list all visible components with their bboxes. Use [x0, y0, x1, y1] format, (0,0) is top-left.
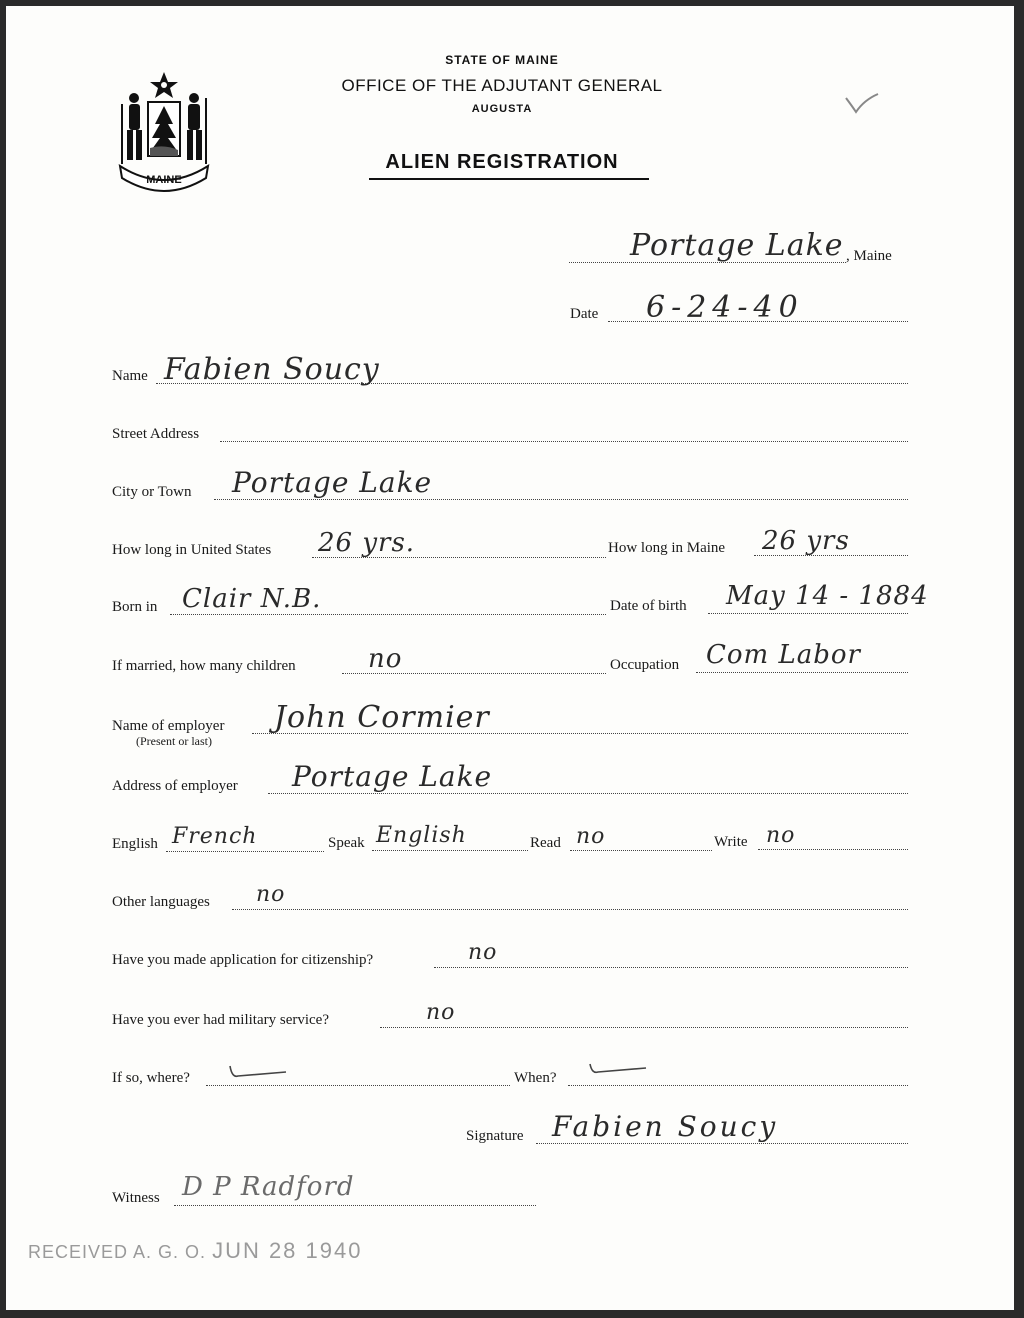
received-stamp: [28, 1238, 362, 1264]
occupation-label: Occupation: [610, 657, 680, 673]
us-time-value: 26 yrs.: [318, 528, 416, 558]
maine-time-value: 26 yrs: [762, 526, 850, 556]
other-languages-value: no: [256, 882, 286, 907]
read-label: Read: [530, 835, 561, 851]
where-line: [206, 1085, 510, 1086]
children-value: no: [368, 644, 403, 674]
seal-text: MAINE: [146, 174, 182, 186]
citizenship-value: no: [468, 940, 498, 965]
city-value: Portage Lake: [232, 466, 433, 499]
employer-sublabel: (Present or last): [136, 734, 212, 748]
other-languages-line: [232, 909, 908, 910]
place-value: Portage Lake: [630, 228, 844, 263]
signature-line: [536, 1143, 908, 1144]
where-dash-mark: [228, 1062, 288, 1082]
english-line: [166, 851, 324, 852]
name-value: Fabien Soucy: [164, 352, 380, 387]
signature-value: Fabien Soucy: [552, 1110, 779, 1143]
us-time-label: How long in United States: [112, 542, 272, 558]
employer-address-label: Address of employer: [112, 778, 238, 794]
military-value: no: [426, 1000, 456, 1025]
street-line: [220, 441, 908, 442]
speak-value: English: [376, 823, 467, 848]
maine-time-label: How long in Maine: [608, 540, 726, 556]
occupation-value: Com Labor: [706, 640, 861, 670]
speak-line: [372, 850, 528, 851]
registration-form: [6, 6, 1014, 1310]
born-value: Clair N.B.: [182, 584, 322, 614]
witness-label: Witness: [112, 1190, 160, 1206]
dob-value: May 14 - 1884: [726, 581, 929, 611]
write-value: no: [766, 823, 796, 848]
born-label: Born in: [112, 599, 158, 615]
employer-address-line: [268, 793, 908, 794]
dob-line: [708, 613, 908, 614]
witness-line: [174, 1205, 536, 1206]
dob-label: Date of birth: [610, 598, 687, 614]
read-line: [570, 850, 712, 851]
citizenship-label: Have you made application for citizenship?: [112, 952, 374, 968]
employer-label: Name of employer: [112, 718, 225, 734]
when-label: When?: [514, 1070, 557, 1086]
read-value: no: [576, 824, 606, 849]
where-label: If so, where?: [112, 1070, 190, 1086]
witness-value: D P Radford: [182, 1172, 355, 1202]
write-line: [758, 849, 908, 850]
born-line: [170, 614, 606, 615]
military-label: Have you ever had military service?: [112, 1012, 329, 1028]
stamp-date: JUN 28 1940: [212, 1238, 363, 1263]
citizenship-line: [434, 967, 908, 968]
street-label: Street Address: [112, 426, 200, 442]
when-line: [568, 1085, 908, 1086]
city-label: City or Town: [112, 484, 192, 500]
header-office: OFFICE OF THE ADJUTANT GENERAL: [341, 76, 663, 95]
date-label: Date: [570, 306, 599, 322]
write-label: Write: [714, 834, 748, 850]
occupation-line: [696, 672, 908, 673]
city-line: [214, 499, 908, 500]
signature-label: Signature: [466, 1128, 524, 1144]
place-suffix: , Maine: [846, 248, 892, 264]
english-label: English: [112, 836, 158, 852]
speak-label: Speak: [328, 835, 365, 851]
employer-value: John Cormier: [274, 700, 490, 735]
children-label: If married, how many children: [112, 658, 296, 674]
title-underline: [369, 178, 649, 180]
header-city: AUGUSTA: [471, 103, 533, 115]
name-label: Name: [112, 368, 148, 384]
form-title: ALIEN REGISTRATION: [385, 151, 619, 173]
date-value: 6-24-40: [646, 290, 804, 325]
military-line: [380, 1027, 908, 1028]
stamp-prefix: RECEIVED A. G. O.: [28, 1242, 207, 1262]
english-value: French: [172, 824, 258, 849]
other-languages-label: Other languages: [112, 894, 210, 910]
employer-address-value: Portage Lake: [292, 760, 493, 793]
when-dash-mark: [588, 1060, 648, 1080]
header-state: STATE OF MAINE: [445, 53, 559, 67]
